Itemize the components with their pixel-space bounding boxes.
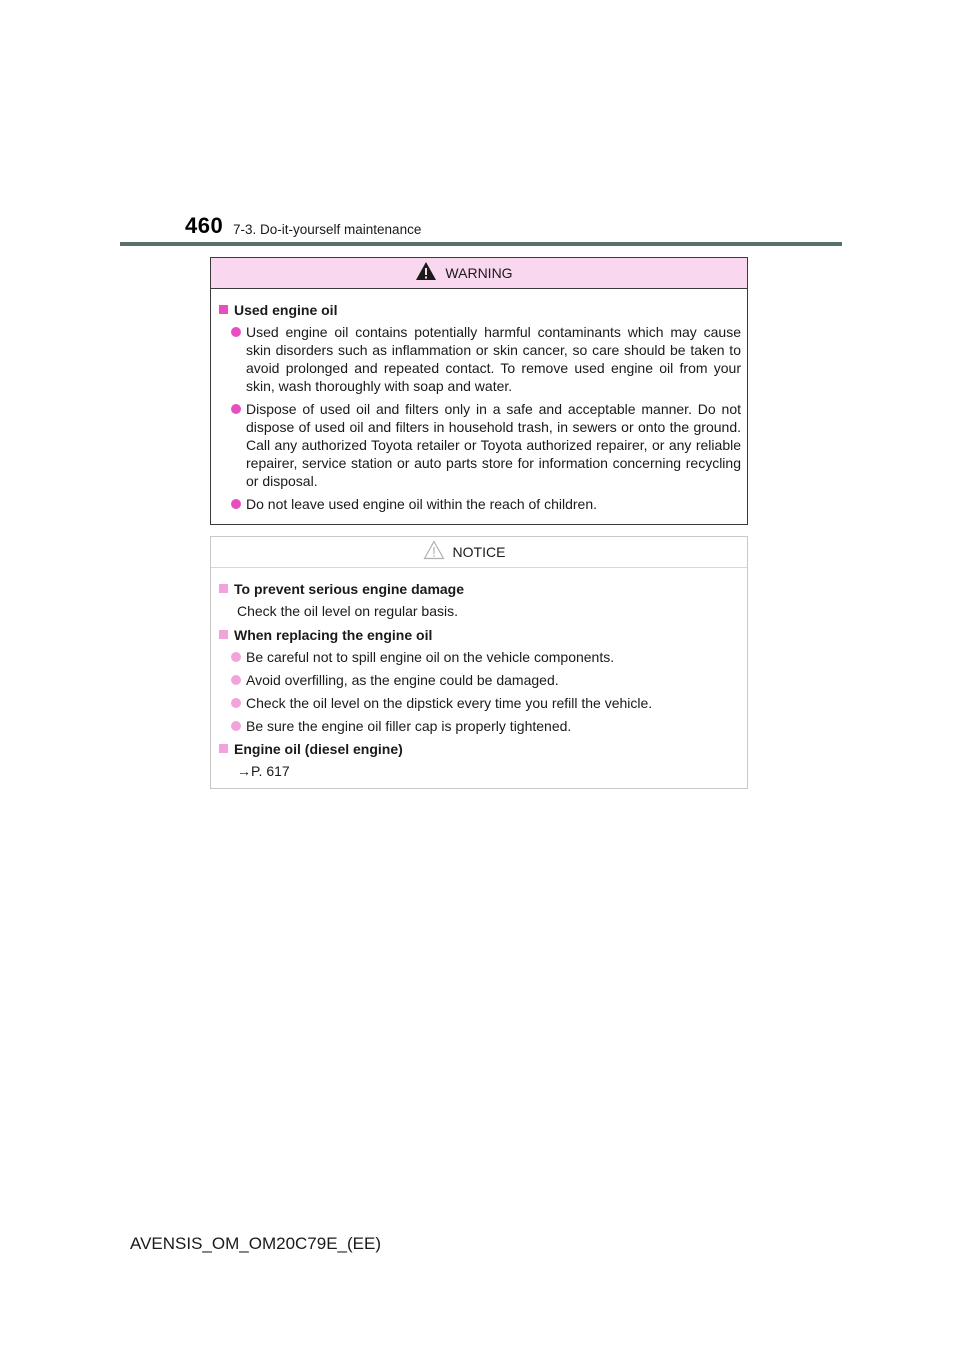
notice-bullet (218, 694, 741, 712)
notice-bullet (218, 671, 741, 689)
notice-body (211, 568, 747, 780)
round-bullet-icon (231, 652, 241, 662)
warning-bullet-text: Do not leave used engine oil within the reach of children. (246, 496, 597, 512)
round-bullet-icon (231, 499, 241, 509)
notice-topic (218, 740, 741, 758)
warning-box (210, 257, 748, 525)
notice-topic-title: Engine oil (diesel engine) (234, 741, 403, 757)
warning-title: WARNING (445, 265, 513, 281)
warning-topic-title: Used engine oil (234, 302, 338, 318)
notice-bullet (218, 648, 741, 666)
round-bullet-icon (231, 404, 241, 414)
round-bullet-icon (231, 721, 241, 731)
notice-box (210, 536, 748, 789)
warning-bullet (218, 323, 741, 395)
notice-bullet-text: Be sure the engine oil filler cap is properly tightened. (246, 718, 572, 734)
warning-bullet (218, 400, 741, 490)
warning-body (211, 289, 747, 513)
notice-topic (218, 580, 741, 598)
notice-topic-title: When replacing the engine oil (234, 627, 433, 643)
warning-triangle-outline-icon (423, 540, 445, 560)
warning-bullet-text: Used engine oil contains potentially harmful contaminants which may cause skin disorders such as inflammation or skin cancer, so care should be taken to avoid prolonged and repeated contact. To remove used engine oil from your skin, wash thoroughly with soap and water. (246, 324, 741, 394)
notice-bullet-text: Avoid overfilling, as the engine could be damaged. (246, 672, 559, 688)
round-bullet-icon (231, 698, 241, 708)
warning-bullet-text: Dispose of used oil and filters only in a safe and acceptable manner. Do not dispose of used oil and filters in household trash, in sewers or onto the ground. Call any authorized Toyota retailer or Toyota authorized repairer, or any reliable repairer, service station or auto parts store for information concerning recycling or disposal. (246, 401, 741, 489)
warning-triangle-filled-icon (415, 261, 437, 281)
warning-header (211, 258, 747, 289)
section-title: 7-3. Do-it-yourself maintenance (233, 222, 422, 237)
notice-bullet (218, 717, 741, 735)
notice-bullet-text: Be careful not to spill engine oil on the vehicle components. (246, 649, 615, 665)
round-bullet-icon (231, 327, 241, 337)
document-code: AVENSIS_OM_OM20C79E_(EE) (130, 1234, 381, 1253)
notice-topic (218, 626, 741, 644)
warning-topic (218, 301, 741, 319)
square-bullet-icon (219, 584, 228, 593)
square-bullet-icon (219, 744, 228, 753)
square-bullet-icon (219, 305, 228, 314)
page-number: 460 (185, 213, 224, 238)
square-bullet-icon (219, 630, 228, 639)
header-rule (120, 242, 842, 246)
notice-title: NOTICE (452, 544, 506, 560)
notice-text: Check the oil level on regular basis. (237, 603, 459, 619)
notice-topic-title: To prevent serious engine damage (234, 581, 465, 597)
warning-bullet (218, 495, 741, 513)
notice-bullet-text: Check the oil level on the dipstick every time you refill the vehicle. (246, 695, 653, 711)
round-bullet-icon (231, 675, 241, 685)
page-reference: →P. 617 (237, 763, 290, 779)
notice-header (211, 537, 747, 568)
